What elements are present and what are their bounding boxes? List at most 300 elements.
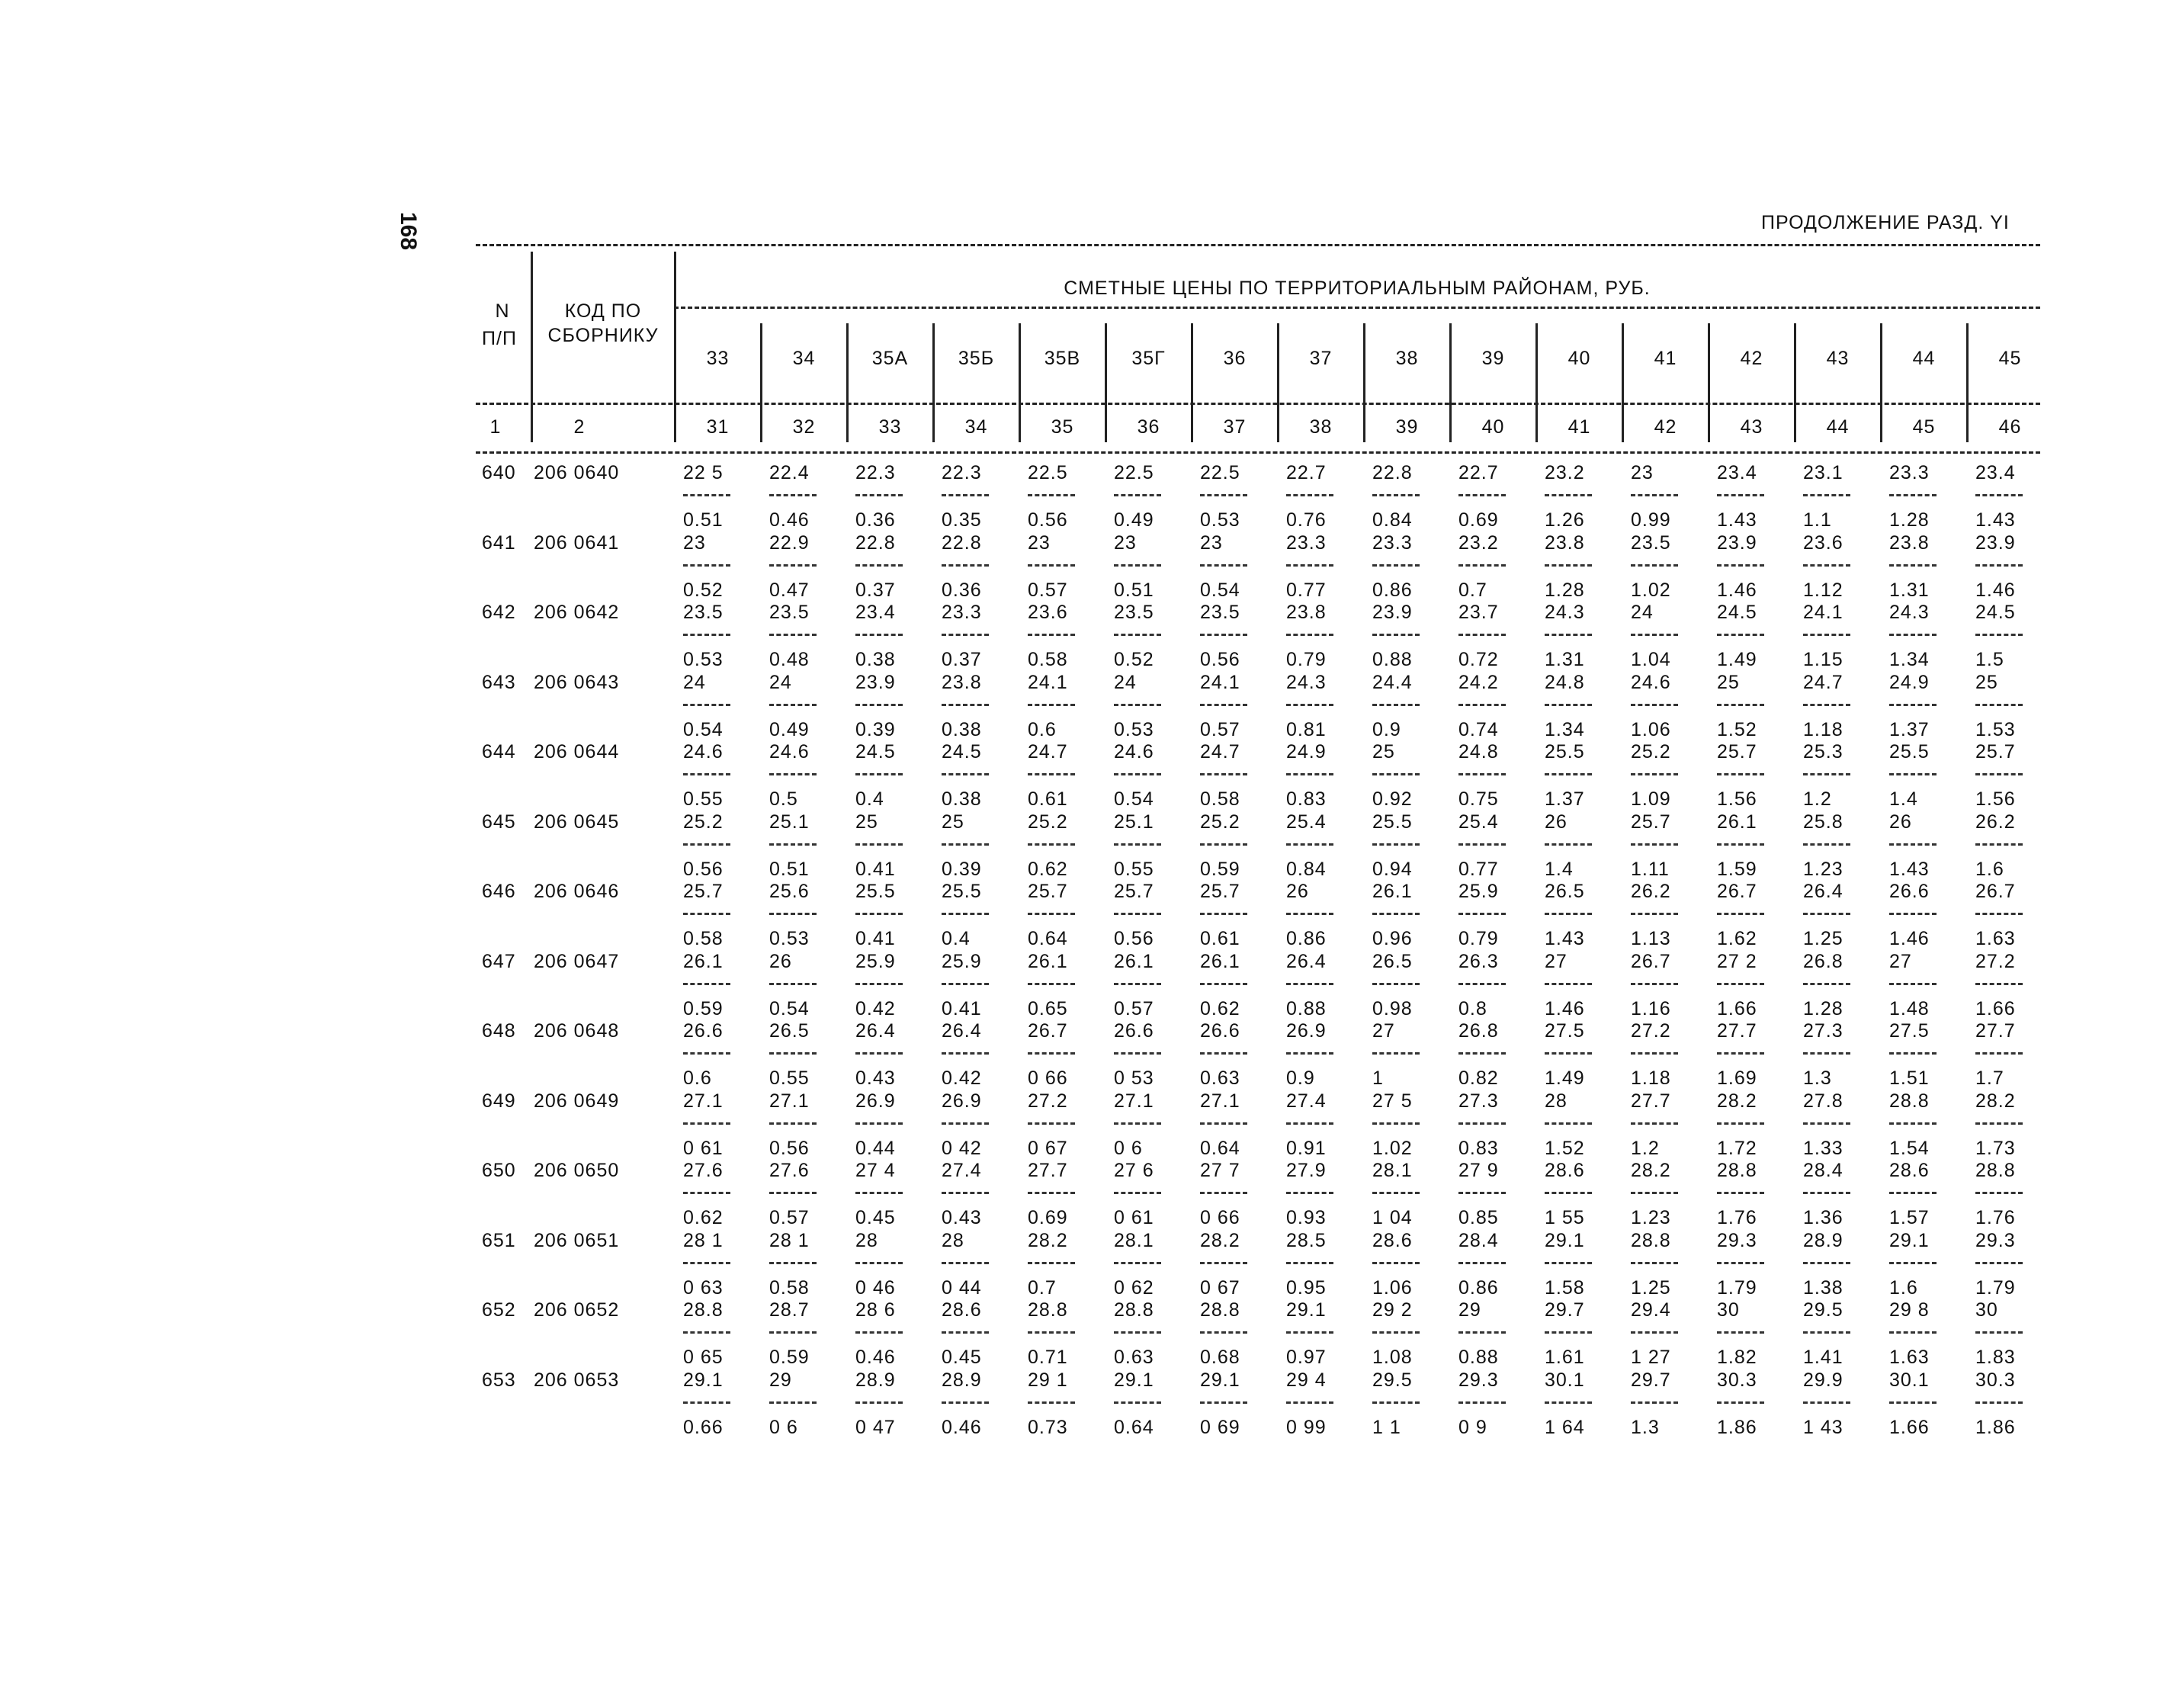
fraction-bar xyxy=(1975,773,2023,775)
fraction-bar xyxy=(769,1052,817,1055)
labor-value: 0.55 xyxy=(769,1068,810,1089)
fraction-bar xyxy=(769,494,817,496)
labor-value: 1.66 xyxy=(1717,998,1757,1019)
fraction-bar xyxy=(1889,564,1937,567)
labor-value: 1.41 xyxy=(1803,1347,1843,1368)
fraction-bar xyxy=(1458,564,1506,567)
price-value: 29.1 xyxy=(1889,1230,1930,1251)
price-value: 26.1 xyxy=(1114,951,1154,972)
section-heading: ПРОДОЛЖЕНИЕ РАЗД. YI xyxy=(1761,212,2010,233)
fraction-bar xyxy=(942,983,989,985)
price-value: 22.4 xyxy=(769,462,810,483)
fraction-bar xyxy=(1458,843,1506,846)
fraction-bar xyxy=(1458,1262,1506,1264)
row-code: 206 0650 xyxy=(534,1160,620,1181)
labor-value: 1.72 xyxy=(1717,1138,1757,1159)
fraction-bar xyxy=(1200,773,1247,775)
labor-value: 0.58 xyxy=(683,928,724,949)
fraction-bar xyxy=(1200,704,1247,706)
price-value: 26.7 xyxy=(1631,951,1671,972)
price-value: 26.5 xyxy=(1545,881,1585,902)
labor-value: 0.86 xyxy=(1458,1277,1499,1299)
labor-value: 0.64 xyxy=(1114,1417,1154,1438)
price-value: 27.1 xyxy=(683,1090,724,1112)
labor-value: 1.23 xyxy=(1803,859,1843,880)
colnum: 44 xyxy=(1826,416,1850,438)
price-value: 23.5 xyxy=(1114,602,1154,623)
row-code: 206 0652 xyxy=(534,1299,620,1321)
labor-value: 0.99 xyxy=(1631,509,1671,531)
price-value: 24.1 xyxy=(1028,672,1068,693)
labor-value: 0.54 xyxy=(683,719,724,740)
price-value: 23.6 xyxy=(1803,532,1843,554)
price-value: 25.4 xyxy=(1458,811,1499,833)
price-value: 27.2 xyxy=(1631,1020,1671,1042)
fraction-bar xyxy=(1803,773,1850,775)
labor-value: 0.83 xyxy=(1286,788,1327,810)
fraction-bar xyxy=(1803,1052,1850,1055)
labor-value: 0.86 xyxy=(1372,580,1413,601)
labor-value: 1.56 xyxy=(1975,788,2016,810)
fraction-bar xyxy=(1545,843,1592,846)
header-region: 44 xyxy=(1912,348,1936,369)
fraction-bar xyxy=(1975,1331,2023,1334)
fraction-bar xyxy=(1803,913,1850,915)
labor-value: 0.59 xyxy=(1200,859,1240,880)
price-value: 29.9 xyxy=(1803,1369,1843,1391)
price-value: 25.8 xyxy=(1803,811,1843,833)
fraction-bar xyxy=(1545,913,1592,915)
fraction-bar xyxy=(683,1331,730,1334)
rule-group xyxy=(674,307,2040,309)
labor-value: 1.28 xyxy=(1545,580,1585,601)
labor-value: 0.7 xyxy=(1028,1277,1057,1299)
labor-value: 0.42 xyxy=(855,998,896,1019)
price-value: 24.7 xyxy=(1200,741,1240,762)
fraction-bar xyxy=(1028,1401,1075,1404)
labor-value: 0.95 xyxy=(1286,1277,1327,1299)
price-value: 24.1 xyxy=(1200,672,1240,693)
price-value: 23.8 xyxy=(1545,532,1585,554)
price-value: 23.8 xyxy=(1286,602,1327,623)
fraction-bar xyxy=(855,1401,903,1404)
labor-value: 0.63 xyxy=(1114,1347,1154,1368)
row-code: 206 0645 xyxy=(534,811,620,833)
labor-value: 0.69 xyxy=(1458,509,1499,531)
price-value: 28.8 xyxy=(1631,1230,1671,1251)
labor-value: 1.23 xyxy=(1631,1207,1671,1228)
price-value: 29 4 xyxy=(1286,1369,1327,1391)
labor-value: 1.58 xyxy=(1545,1277,1585,1299)
labor-value: 1.59 xyxy=(1717,859,1757,880)
fraction-bar xyxy=(1114,494,1161,496)
labor-value: 0.96 xyxy=(1372,928,1413,949)
price-value: 26.1 xyxy=(1717,811,1757,833)
price-value: 24.3 xyxy=(1545,602,1585,623)
fraction-bar xyxy=(1028,1122,1075,1125)
fraction-bar xyxy=(1889,1052,1937,1055)
fraction-bar xyxy=(1114,1262,1161,1264)
row-code: 206 0643 xyxy=(534,672,620,693)
fraction-bar xyxy=(683,494,730,496)
fraction-bar xyxy=(942,773,989,775)
fraction-bar xyxy=(1114,1192,1161,1194)
price-value: 28 xyxy=(1545,1090,1568,1112)
labor-value: 0.38 xyxy=(942,719,982,740)
header-region: 41 xyxy=(1654,348,1677,369)
price-value: 23.3 xyxy=(942,602,982,623)
labor-value: 1.53 xyxy=(1975,719,2016,740)
fraction-bar xyxy=(1545,634,1592,636)
fraction-bar xyxy=(1458,1192,1506,1194)
labor-value: 0 61 xyxy=(1114,1207,1154,1228)
price-value: 22 5 xyxy=(683,462,724,483)
labor-value: 0.55 xyxy=(1114,859,1154,880)
price-value: 23 xyxy=(1028,532,1051,554)
header-region: 42 xyxy=(1740,348,1763,369)
labor-value: 0.43 xyxy=(855,1068,896,1089)
fraction-bar xyxy=(1286,843,1333,846)
price-value: 27.1 xyxy=(1114,1090,1154,1112)
labor-value: 1.46 xyxy=(1889,928,1930,949)
labor-value: 0.93 xyxy=(1286,1207,1327,1228)
fraction-bar xyxy=(1631,1122,1678,1125)
price-value: 22.8 xyxy=(855,532,896,554)
fraction-bar xyxy=(1717,1052,1764,1055)
price-value: 28.4 xyxy=(1803,1160,1843,1181)
labor-value: 1.06 xyxy=(1631,719,1671,740)
price-value: 28.8 xyxy=(1028,1299,1068,1321)
fraction-bar xyxy=(1114,773,1161,775)
fraction-bar xyxy=(1631,494,1678,496)
price-value: 28.8 xyxy=(1717,1160,1757,1181)
labor-value: 0.46 xyxy=(942,1417,982,1438)
price-value: 23 xyxy=(1114,532,1137,554)
labor-value: 0.84 xyxy=(1372,509,1413,531)
price-value: 25.1 xyxy=(769,811,810,833)
row-code: 206 0642 xyxy=(534,602,620,623)
labor-value: 0.61 xyxy=(1028,788,1068,810)
price-value: 29.5 xyxy=(1803,1299,1843,1321)
fraction-bar xyxy=(942,1401,989,1404)
price-value: 29.1 xyxy=(1545,1230,1585,1251)
price-value: 23.1 xyxy=(1803,462,1843,483)
price-value: 28.8 xyxy=(683,1299,724,1321)
price-value: 26.8 xyxy=(1803,951,1843,972)
labor-value: 0 63 xyxy=(683,1277,724,1299)
fraction-bar xyxy=(1889,983,1937,985)
fraction-bar xyxy=(1545,983,1592,985)
price-value: 22.5 xyxy=(1200,462,1240,483)
labor-value: 1.16 xyxy=(1631,998,1671,1019)
price-value: 24.5 xyxy=(942,741,982,762)
labor-value: 1.1 xyxy=(1803,509,1832,531)
labor-value: 1.3 xyxy=(1631,1417,1660,1438)
price-value: 27.2 xyxy=(1028,1090,1068,1112)
fraction-bar xyxy=(1631,564,1678,567)
labor-value: 1.54 xyxy=(1889,1138,1930,1159)
price-value: 24.7 xyxy=(1803,672,1843,693)
price-value: 25 xyxy=(1717,672,1740,693)
labor-value: 0.98 xyxy=(1372,998,1413,1019)
price-value: 26.5 xyxy=(1372,951,1413,972)
fraction-bar xyxy=(1717,704,1764,706)
fraction-bar xyxy=(1889,494,1937,496)
price-value: 29.4 xyxy=(1631,1299,1671,1321)
price-value: 29.1 xyxy=(683,1369,724,1391)
fraction-bar xyxy=(1803,704,1850,706)
fraction-bar xyxy=(1114,1122,1161,1125)
price-value: 26.5 xyxy=(769,1020,810,1042)
price-value: 29.3 xyxy=(1717,1230,1757,1251)
fraction-bar xyxy=(683,1401,730,1404)
header-code-line1: КОД ПО xyxy=(564,300,642,322)
labor-value: 1.79 xyxy=(1975,1277,2016,1299)
price-value: 28.8 xyxy=(1114,1299,1154,1321)
labor-value: 0.91 xyxy=(1286,1138,1327,1159)
price-value: 26.6 xyxy=(683,1020,724,1042)
labor-value: 0.38 xyxy=(942,788,982,810)
price-value: 30 xyxy=(1717,1299,1740,1321)
labor-value: 1.43 xyxy=(1717,509,1757,531)
price-value: 23 xyxy=(683,532,706,554)
price-value: 26 xyxy=(1889,811,1912,833)
price-value: 25.9 xyxy=(855,951,896,972)
price-value: 28.6 xyxy=(1372,1230,1413,1251)
colnum: 39 xyxy=(1395,416,1419,438)
fraction-bar xyxy=(1975,1192,2023,1194)
price-value: 25.9 xyxy=(1458,881,1499,902)
price-value: 27.9 xyxy=(1286,1160,1327,1181)
fraction-bar xyxy=(1458,1052,1506,1055)
colnum: 31 xyxy=(706,416,730,438)
colnum: 37 xyxy=(1223,416,1247,438)
price-value: 23.2 xyxy=(1458,532,1499,554)
labor-value: 1 1 xyxy=(1372,1417,1401,1438)
fraction-bar xyxy=(942,913,989,915)
labor-value: 1.43 xyxy=(1889,859,1930,880)
header-region: 35В xyxy=(1044,348,1081,369)
labor-value: 0.69 xyxy=(1028,1207,1068,1228)
price-value: 23 xyxy=(1200,532,1223,554)
fraction-bar xyxy=(1200,983,1247,985)
row-number: 642 xyxy=(482,602,516,623)
row-code: 206 0653 xyxy=(534,1369,620,1391)
labor-value: 0.7 xyxy=(1458,580,1487,601)
fraction-bar xyxy=(1200,564,1247,567)
fraction-bar xyxy=(1200,1122,1247,1125)
colnum: 46 xyxy=(1998,416,2022,438)
labor-value: 0.41 xyxy=(855,928,896,949)
row-number: 641 xyxy=(482,532,516,554)
price-value: 26.6 xyxy=(1114,1020,1154,1042)
price-value: 23.3 xyxy=(1372,532,1413,554)
labor-value: 0.54 xyxy=(769,998,810,1019)
fraction-bar xyxy=(1286,1331,1333,1334)
labor-value: 1 64 xyxy=(1545,1417,1585,1438)
fraction-bar xyxy=(1200,494,1247,496)
fraction-bar xyxy=(769,773,817,775)
fraction-bar xyxy=(1028,1052,1075,1055)
fraction-bar xyxy=(769,843,817,846)
price-value: 24.7 xyxy=(1028,741,1068,762)
price-value: 26.4 xyxy=(942,1020,982,1042)
price-value: 26.6 xyxy=(1889,881,1930,902)
header-region: 34 xyxy=(792,348,816,369)
fraction-bar xyxy=(1889,1122,1937,1125)
fraction-bar xyxy=(1028,1331,1075,1334)
labor-value: 0.59 xyxy=(683,998,724,1019)
labor-value: 0.74 xyxy=(1458,719,1499,740)
labor-value: 1.28 xyxy=(1803,998,1843,1019)
labor-value: 0.52 xyxy=(1114,649,1154,670)
fraction-bar xyxy=(1372,1052,1420,1055)
price-value: 22.5 xyxy=(1028,462,1068,483)
labor-value: 0.57 xyxy=(1114,998,1154,1019)
price-value: 25 xyxy=(1975,672,1998,693)
price-value: 29 8 xyxy=(1889,1299,1930,1321)
colnum: 2 xyxy=(573,416,586,438)
row-code: 206 0641 xyxy=(534,532,620,554)
fraction-bar xyxy=(1975,494,2023,496)
row-number: 650 xyxy=(482,1160,516,1181)
fraction-bar xyxy=(1975,1052,2023,1055)
fraction-bar xyxy=(1717,1262,1764,1264)
price-value: 25 xyxy=(942,811,964,833)
fraction-bar xyxy=(1631,773,1678,775)
labor-value: 0.88 xyxy=(1286,998,1327,1019)
labor-value: 1.6 xyxy=(1889,1277,1918,1299)
labor-value: 1.63 xyxy=(1889,1347,1930,1368)
price-value: 25.7 xyxy=(1717,741,1757,762)
labor-value: 1.69 xyxy=(1717,1068,1757,1089)
labor-value: 0.97 xyxy=(1286,1347,1327,1368)
labor-value: 1.33 xyxy=(1803,1138,1843,1159)
price-value: 26.1 xyxy=(1200,951,1240,972)
labor-value: 0.77 xyxy=(1286,580,1327,601)
fraction-bar xyxy=(1458,704,1506,706)
labor-value: 0.39 xyxy=(942,859,982,880)
fraction-bar xyxy=(769,634,817,636)
fraction-bar xyxy=(1286,773,1333,775)
price-value: 22.8 xyxy=(942,532,982,554)
fraction-bar xyxy=(1458,494,1506,496)
labor-value: 0.75 xyxy=(1458,788,1499,810)
price-value: 25.2 xyxy=(1631,741,1671,762)
fraction-bar xyxy=(1803,1262,1850,1264)
labor-value: 0.52 xyxy=(683,580,724,601)
price-value: 24.3 xyxy=(1889,602,1930,623)
price-value: 27.7 xyxy=(1717,1020,1757,1042)
labor-value: 1.2 xyxy=(1803,788,1832,810)
fraction-bar xyxy=(683,704,730,706)
labor-value: 1.37 xyxy=(1889,719,1930,740)
price-value: 28.1 xyxy=(1114,1230,1154,1251)
header-region: 36 xyxy=(1223,348,1247,369)
fraction-bar xyxy=(1372,913,1420,915)
price-value: 24.6 xyxy=(1114,741,1154,762)
labor-value: 0.36 xyxy=(855,509,896,531)
fraction-bar xyxy=(1631,1192,1678,1194)
fraction-bar xyxy=(1114,704,1161,706)
price-value: 28.2 xyxy=(1975,1090,2016,1112)
colnum: 34 xyxy=(964,416,988,438)
fraction-bar xyxy=(942,704,989,706)
fraction-bar xyxy=(855,913,903,915)
price-value: 25.7 xyxy=(1114,881,1154,902)
labor-value: 0.48 xyxy=(769,649,810,670)
fraction-bar xyxy=(769,1192,817,1194)
header-region: 40 xyxy=(1568,348,1591,369)
labor-value: 0.66 xyxy=(683,1417,724,1438)
fraction-bar xyxy=(1717,1331,1764,1334)
price-value: 26.4 xyxy=(1803,881,1843,902)
labor-value: 0.45 xyxy=(942,1347,982,1368)
labor-value: 1.31 xyxy=(1545,649,1585,670)
fraction-bar xyxy=(1545,1331,1592,1334)
fraction-bar xyxy=(1545,1192,1592,1194)
fraction-bar xyxy=(942,1331,989,1334)
labor-value: 1 27 xyxy=(1631,1347,1671,1368)
fraction-bar xyxy=(1458,1401,1506,1404)
labor-value: 1.7 xyxy=(1975,1068,2004,1089)
fraction-bar xyxy=(1803,564,1850,567)
price-value: 23.8 xyxy=(942,672,982,693)
fraction-bar xyxy=(1200,1052,1247,1055)
price-value: 27.2 xyxy=(1975,951,2016,972)
labor-value: 0.56 xyxy=(769,1138,810,1159)
labor-value: 0.54 xyxy=(1114,788,1154,810)
colnum: 35 xyxy=(1051,416,1074,438)
labor-value: 1.25 xyxy=(1631,1277,1671,1299)
price-value: 29 2 xyxy=(1372,1299,1413,1321)
fraction-bar xyxy=(1975,843,2023,846)
labor-value: 0.56 xyxy=(683,859,724,880)
fraction-bar xyxy=(1028,773,1075,775)
price-value: 23.9 xyxy=(1717,532,1757,554)
price-value: 22.7 xyxy=(1286,462,1327,483)
price-value: 24 xyxy=(769,672,792,693)
price-value: 23.9 xyxy=(1975,532,2016,554)
labor-value: 0.73 xyxy=(1028,1417,1068,1438)
fraction-bar xyxy=(683,773,730,775)
fraction-bar xyxy=(1889,1401,1937,1404)
price-value: 22.5 xyxy=(1114,462,1154,483)
price-value: 26.2 xyxy=(1975,811,2016,833)
fraction-bar xyxy=(683,1052,730,1055)
colnum: 38 xyxy=(1309,416,1333,438)
labor-value: 1.38 xyxy=(1803,1277,1843,1299)
labor-value: 0.79 xyxy=(1286,649,1327,670)
labor-value: 1.26 xyxy=(1545,509,1585,531)
header-region: 35А xyxy=(871,348,909,369)
price-value: 26.9 xyxy=(1286,1020,1327,1042)
labor-value: 1.02 xyxy=(1372,1138,1413,1159)
fraction-bar xyxy=(1286,494,1333,496)
price-value: 26.9 xyxy=(855,1090,896,1112)
fraction-bar xyxy=(1717,1122,1764,1125)
price-value: 27 2 xyxy=(1717,951,1757,972)
labor-value: 0.9 xyxy=(1286,1068,1315,1089)
fraction-bar xyxy=(1200,1192,1247,1194)
labor-value: 1.5 xyxy=(1975,649,2004,670)
labor-value: 0.83 xyxy=(1458,1138,1499,1159)
price-value: 28.6 xyxy=(1889,1160,1930,1181)
labor-value: 0.58 xyxy=(1200,788,1240,810)
fraction-bar xyxy=(683,564,730,567)
fraction-bar xyxy=(1717,564,1764,567)
labor-value: 1.52 xyxy=(1545,1138,1585,1159)
